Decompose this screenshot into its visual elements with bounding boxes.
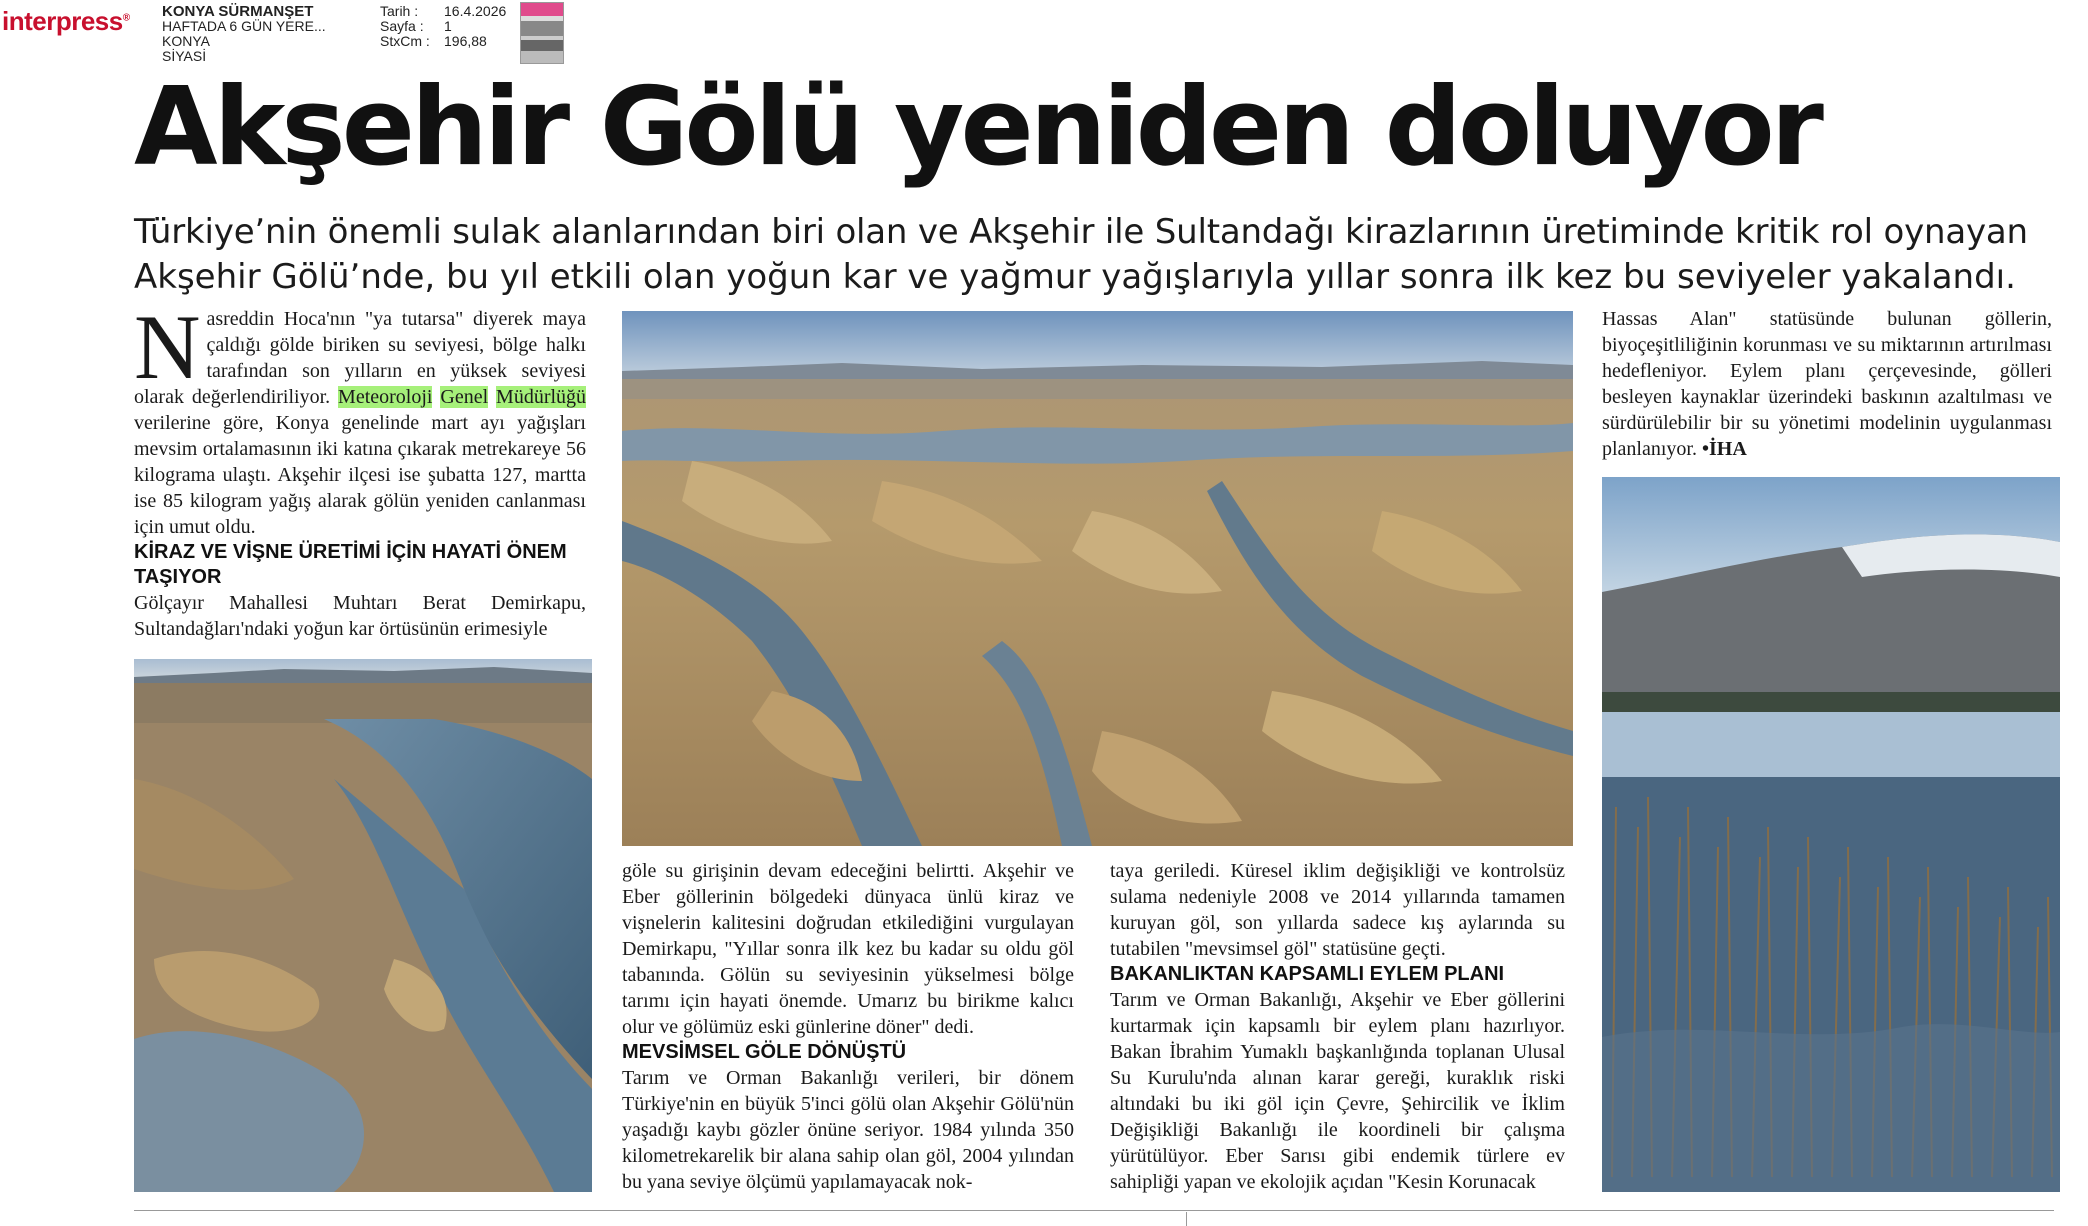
subheading: KİRAZ VE VİŞNE ÜRETİMİ İÇİN HAYATİ ÖNEM TAŞIYOR bbox=[134, 541, 567, 588]
bottom-rule bbox=[134, 1210, 2054, 1211]
paragraph: Gölçayır Mahallesi Muhtarı Berat Demirkapu, Sultandağları'ndaki yoğun kar örtüsünün erimesiyle bbox=[134, 592, 586, 640]
highlight: Meteoroloji bbox=[338, 386, 433, 408]
clipping-details bbox=[380, 4, 506, 49]
stxcm-value: 196,88 bbox=[444, 33, 487, 49]
photo-lake-reeds bbox=[1602, 477, 2060, 1192]
credit: •İHA bbox=[1701, 438, 1747, 460]
highlight: Genel bbox=[440, 386, 489, 408]
aerial-lake-image bbox=[622, 311, 1573, 846]
drop-cap: N bbox=[134, 296, 201, 398]
paragraph: Hassas Alan" statüsünde bulunan göllerin, biyoçeşitliliğinin korunması ve su miktarının artırılması hedefleniyor. Eylem planı çerçevesinde, gölleri besleyen kaynaklar üzerindeki baskının azaltılması ve sürdürülebilir bir su yönetimi modelinin uygulanması planlanıyor. •İHA bbox=[1602, 308, 2052, 460]
lakeshore-image bbox=[134, 659, 592, 1192]
paragraph: taya geriledi. Küresel iklim değişikliği ve kontrolsüz sulama nedeniyle 2008 ve 2014 yıllarında tamamen kuruyan göl, son yıllarda sadece kış aylarında su tutabilen "mevsimsel göl" statüsüne geçti. bbox=[1110, 860, 1565, 960]
deck bbox=[134, 210, 2054, 300]
paragraph: asreddin Hoca'nın "ya tutarsa" diyerek maya çaldığı gölde biriken su seviyesi, bölge halkı tarafından son yılların en yüksek seviyesi olarak değerlendiriliyor. Meteoroloji Genel Müdürlüğü verilerine göre, Konya genelinde mart ayı yağışları mevsim ortalamasının iki katına çıkarak metrekareye 56 kilograma ulaştı. Akşehir ilçesi ise şubatta 127, martta ise 85 kilogram yağış alarak gölün yeniden canlanması için umut oldu. bbox=[134, 308, 587, 538]
clipping-meta bbox=[162, 4, 326, 64]
section: SİYASİ bbox=[162, 48, 207, 64]
subheading: BAKANLIKTAN KAPSAMLI EYLEM PLANI bbox=[1110, 963, 1505, 985]
page-label: Sayfa : bbox=[380, 18, 424, 34]
deck-line-2: Akşehir Gölü’nde, bu yıl etkili olan yoğun kar ve yağmur yağışlarıyla yıllar sonra ilk kez bu seviyeler yakalandı. bbox=[134, 257, 2016, 297]
highlight: Müdürlüğü bbox=[496, 386, 587, 408]
page-thumbnail[interactable] bbox=[520, 2, 564, 64]
subheading: MEVSİMSEL GÖLE DÖNÜŞTÜ bbox=[622, 1041, 907, 1063]
photo-lakeshore bbox=[134, 659, 592, 1192]
column-4 bbox=[1602, 306, 2052, 462]
paragraph: Tarım ve Orman Bakanlığı verileri, bir dönem Türkiye'nin en büyük 5'inci gölü olan Akşehir Gölü'nün yaşadığı kaybı gözler önüne seriyor. 1984 yılında 350 kilometrekarelik bir alana sahip olan göl, 2004 yılından bu yana seviye ölçümü yapılamayacak nok- bbox=[622, 1067, 1074, 1193]
frequency: HAFTADA 6 GÜN YERE... bbox=[162, 18, 326, 34]
stxcm-label: StxCm : bbox=[380, 33, 430, 49]
bottom-divider bbox=[1186, 1212, 1187, 1226]
deck-line-1: Türkiye’nin önemli sulak alanlarından biri olan ve Akşehir ile Sultandağı kirazlarının üretiminde kritik rol oynayan bbox=[134, 212, 2028, 252]
column-2 bbox=[622, 858, 1074, 1195]
date-label: Tarih : bbox=[380, 3, 419, 19]
date-value: 16.4.2026 bbox=[444, 3, 507, 19]
photo-aerial-lake bbox=[622, 311, 1573, 846]
city: KONYA bbox=[162, 33, 210, 49]
headline: Akşehir Gölü yeniden doluyor bbox=[134, 65, 1820, 190]
page-value: 1 bbox=[444, 18, 452, 34]
lake-reeds-image bbox=[1602, 477, 2060, 1192]
column-1 bbox=[134, 296, 587, 642]
interpress-logo: interpress® bbox=[2, 6, 130, 36]
column-3 bbox=[1110, 858, 1565, 1195]
paragraph: Tarım ve Orman Bakanlığı, Akşehir ve Eber göllerini kurtarmak için kapsamlı bir eylem planı hazırlıyor. Bakan İbrahim Yumaklı başkanlığında toplanan Ulusal Su Kurulu'nda alınan karar gereği, kuraklık riski altındaki bu iki göl için Çevre, Şehircilik ve İklim Değişikliği Bakanlığı ile koordineli bir çalışma yürütülüyor. Eber Sarısı gibi endemik türlere ev sahipliği yapan ve ekolojik açıdan "Kesin Korunacak bbox=[1110, 989, 1565, 1193]
publication-name: KONYA SÜRMANŞET bbox=[162, 3, 314, 20]
paragraph: göle su girişinin devam edeceğini belirtti. Akşehir ve Eber göllerinin bölgedeki dünyaca ünlü kiraz ve vişnelerin kalitesini doğrudan etkilediğini vurgulayan Demirkapu, "Yıllar sonra ilk kez bu kadar su oldu göl tabanında. Gölün su seviyesinin yükselmesi bölge tarımı için hayati önemde. Umarız bu birikme kalıcı olur ve gölümüz eski günlerine döner" dedi. bbox=[622, 860, 1074, 1038]
